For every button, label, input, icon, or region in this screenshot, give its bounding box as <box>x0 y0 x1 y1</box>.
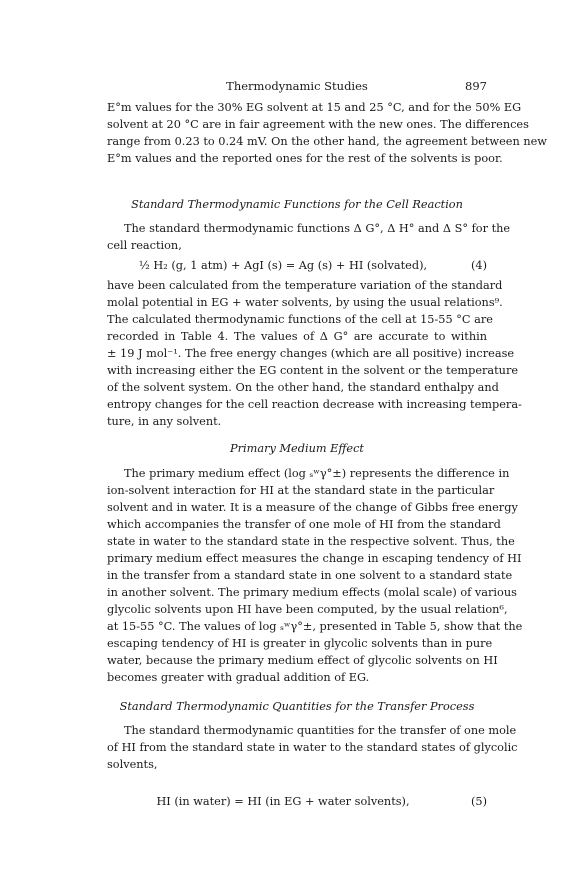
header-title: Thermodynamic Studies <box>226 79 368 93</box>
equation-expression: HI (in water) = HI (in EG + water solvents), <box>156 795 410 808</box>
text-line: solvents, <box>107 758 158 771</box>
text-line: with increasing either the EG content in the solvent or the temperature <box>107 364 519 377</box>
text-line: which accompanies the transfer of one mole of HI from the standard <box>107 518 501 531</box>
text-line: ion-solvent interaction for HI at the standard state in the particular <box>107 484 495 497</box>
text-line: of the solvent system. On the other hand, the standard enthalpy and <box>107 381 499 394</box>
equation-5 <box>107 793 487 810</box>
text-line: becomes greater with gradual addition of EG. <box>107 671 370 684</box>
paragraph-3 <box>107 277 522 430</box>
text-line: The calculated thermodynamic functions of the cell at 15-55 °C are <box>107 313 493 326</box>
text-line: E°m values for the 30% EG solvent at 15 and 25 °C, and for the 50% EG <box>107 101 522 114</box>
equation-expression: ½ H₂ (g, 1 atm) + AgI (s) = Ag (s) + HI (solvated), <box>138 259 428 272</box>
equation-4 <box>107 257 487 274</box>
paragraph-4 <box>107 465 523 686</box>
equation-number: (5) <box>470 795 487 808</box>
text-line: water, because the primary medium effect of glycolic solvents on HI <box>107 654 498 667</box>
equation-number: (4) <box>470 259 487 272</box>
running-header <box>107 79 487 95</box>
text-line: ± 19 J mol⁻¹. The free energy changes (which are all positive) increase <box>107 347 515 360</box>
section-heading-cell-reaction: Standard Thermodynamic Functions for the Cell Reaction <box>131 198 463 211</box>
text-line: state in water to the standard state in the respective solvent. Thus, the <box>107 535 515 548</box>
text-line: entropy changes for the cell reaction decrease with increasing tempera- <box>107 398 522 411</box>
text-line: in another solvent. The primary medium effects (molal scale) of various <box>107 586 517 599</box>
paragraph-1 <box>107 99 547 167</box>
text-line: have been calculated from the temperature variation of the standard <box>107 279 503 292</box>
paragraph-5 <box>107 722 518 773</box>
text-line: glycolic solvents upon HI have been computed, by the usual relation⁶, <box>107 603 508 616</box>
text-line: molal potential in EG + water solvents, by using the usual relations⁹. <box>107 296 503 309</box>
text-line: The standard thermodynamic quantities for the transfer of one mole <box>124 724 517 737</box>
page-number: 897 <box>465 79 487 93</box>
text-line: escaping tendency of HI is greater in glycolic solvents than in pure <box>107 637 493 650</box>
section-heading-primary-medium-effect: Primary Medium Effect <box>230 442 364 455</box>
text-line: solvent at 20 °C are in fair agreement with the new ones. The differences <box>107 118 529 131</box>
text-line: range from 0.23 to 0.24 mV. On the other hand, the agreement between new <box>107 135 547 148</box>
text-line: ture, in any solvent. <box>107 415 222 428</box>
text-line: The primary medium effect (log ₛʷγ°±) represents the difference in <box>124 467 510 480</box>
section-heading-transfer-process: Standard Thermodynamic Quantities for the Transfer Process <box>119 700 475 713</box>
text-line: The standard thermodynamic functions Δ G°, Δ H° and Δ S° for the <box>124 222 511 235</box>
text-line: at 15-55 °C. The values of log ₛʷγ°±, presented in Table 5, show that the <box>107 620 523 633</box>
text-line: recorded in Table 4. The values of Δ G° are accurate to within <box>107 330 487 343</box>
text-line: E°m values and the reported ones for the rest of the solvents is poor. <box>107 152 503 165</box>
paragraph-2 <box>107 220 511 254</box>
text-line: cell reaction, <box>107 239 182 252</box>
text-line: of HI from the standard state in water to the standard states of glycolic <box>107 741 518 754</box>
text-line: primary medium effect measures the change in escaping tendency of HI <box>107 552 522 565</box>
text-line: in the transfer from a standard state in one solvent to a standard state <box>107 569 513 582</box>
text-line: solvent and in water. It is a measure of the change of Gibbs free energy <box>107 501 518 514</box>
